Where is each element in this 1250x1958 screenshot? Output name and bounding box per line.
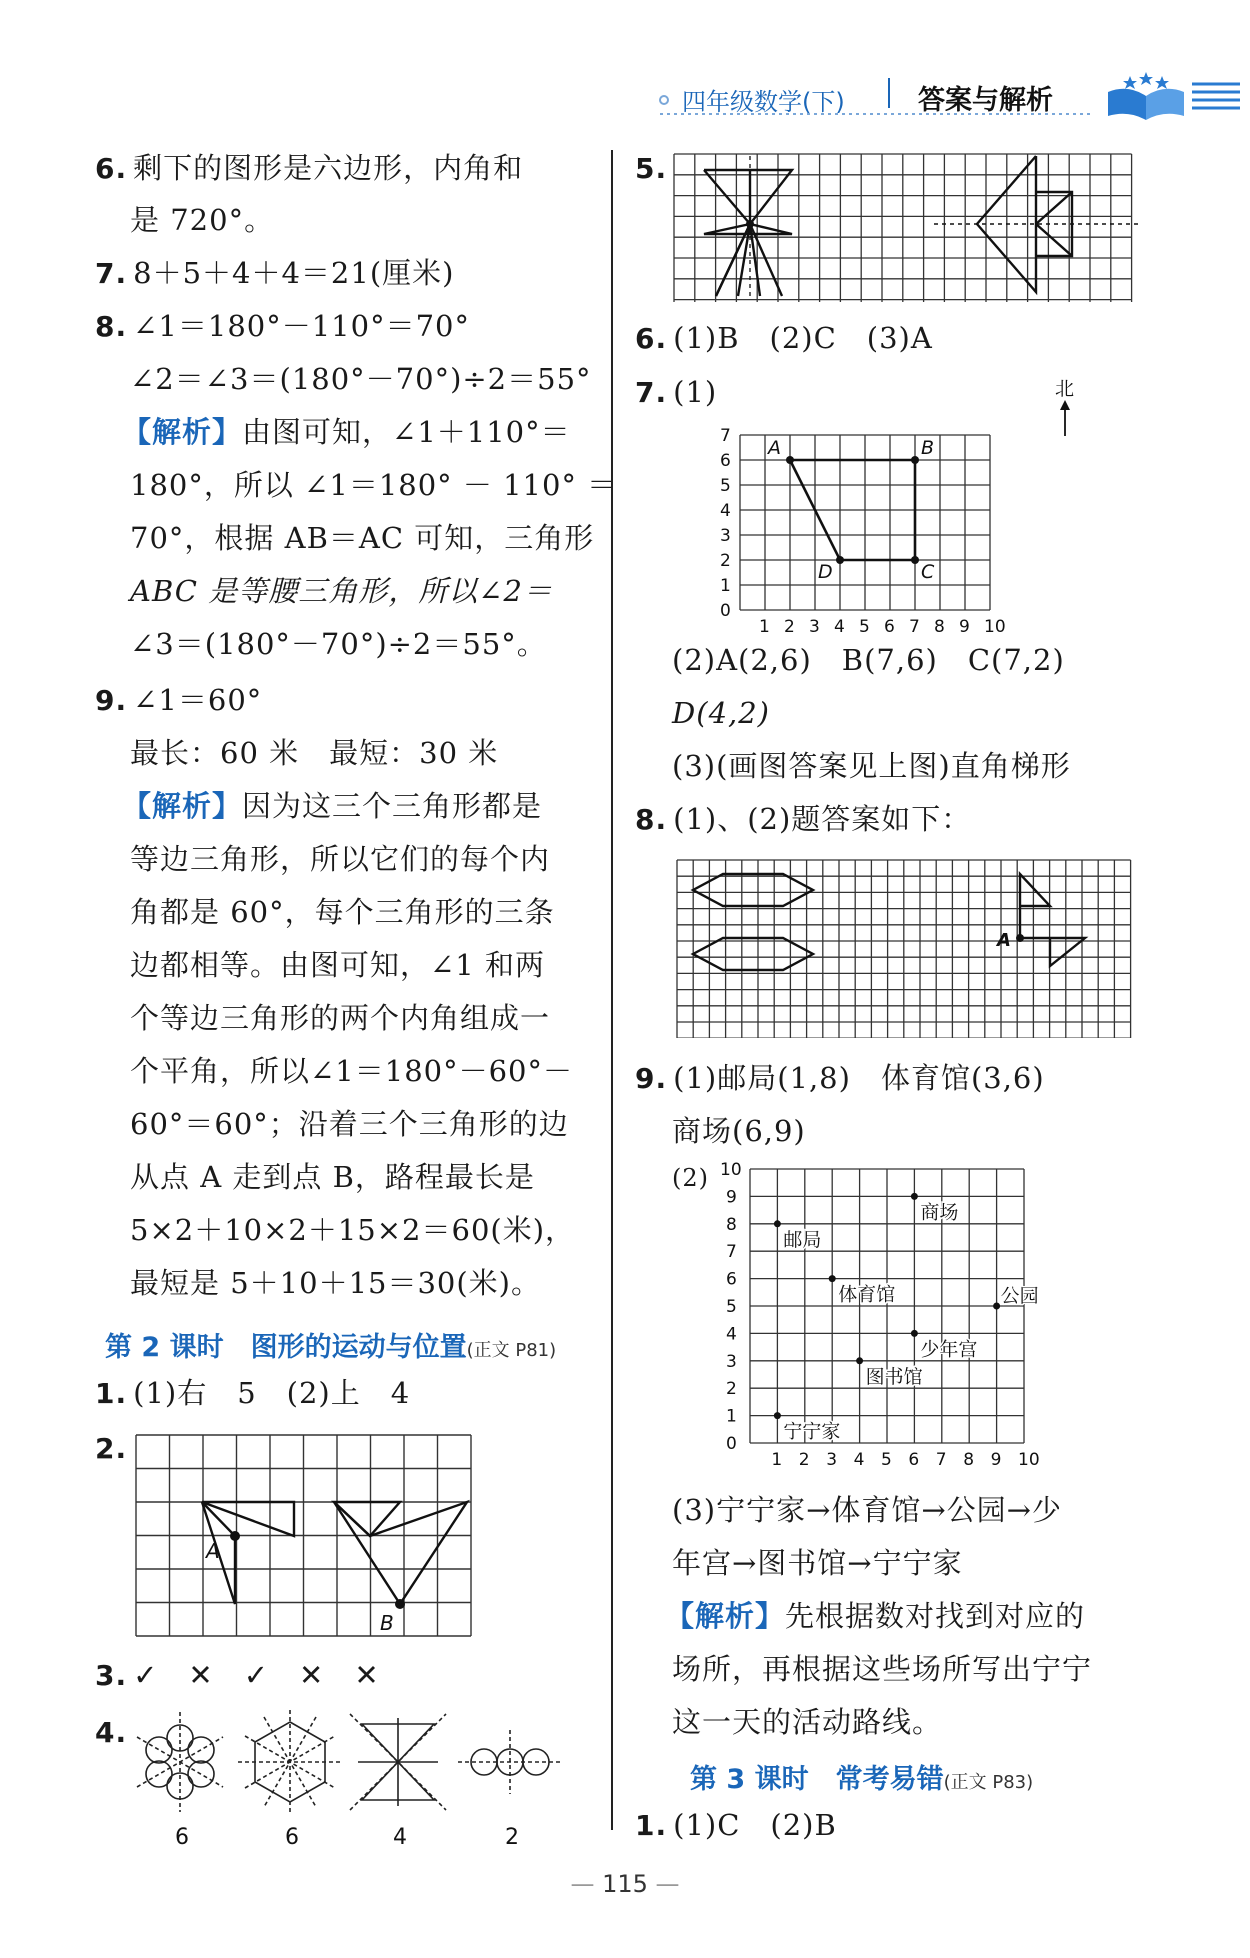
left-q8-line1: 8. ∠1＝180°－110°＝70° xyxy=(95,309,470,343)
header-stripes xyxy=(1192,78,1242,118)
left-q9-analysis-line1: 【解析】因为这三个三角形都是 xyxy=(122,789,543,823)
y-tick-label: 2 xyxy=(726,1379,737,1400)
header xyxy=(650,70,1240,130)
x-tick-label: 10 xyxy=(1018,1450,1040,1470)
l2q2-grid-figure xyxy=(134,1434,472,1640)
right-q9-line1: 9. (1)邮局(1,8) 体育馆(3,6) xyxy=(635,1061,1045,1095)
y-tick-label: 0 xyxy=(726,1434,737,1454)
y-tick-label: 3 xyxy=(726,1351,737,1372)
y-tick-label: 9 xyxy=(726,1187,737,1208)
right-q9-analysis-line3: 这一天的活动路线。 xyxy=(672,1705,943,1739)
x-tick-label: 6 xyxy=(884,617,895,637)
left-q9-analysis-line7: 60°＝60°；沿着三个三角形的边 xyxy=(130,1107,569,1141)
place-point xyxy=(911,1330,918,1337)
place-label: 少年宫 xyxy=(920,1338,978,1361)
l2q2-label-b: B xyxy=(380,1611,394,1635)
point-a xyxy=(786,456,794,464)
left-q7-line1: 7. 8＋5＋4＋4＝21(厘米) xyxy=(95,256,455,290)
point-c xyxy=(911,556,919,564)
header-separator xyxy=(888,78,890,108)
left-q9-line1: 9. ∠1＝60° xyxy=(95,683,263,717)
y-tick-label: 2 xyxy=(720,551,731,571)
circles-shape xyxy=(458,1730,562,1794)
left-q9-analysis-line6: 个平角，所以∠1＝180°－60°－ xyxy=(130,1054,574,1088)
y-tick-label: 1 xyxy=(720,576,731,596)
flower-shape xyxy=(137,1712,223,1812)
y-tick-label: 7 xyxy=(726,1242,737,1263)
q8-hexagon-bottom xyxy=(693,938,813,970)
left-q9-analysis-line4: 边都相等。由图可知，∠1 和两 xyxy=(130,948,545,982)
place-label: 商场 xyxy=(920,1201,959,1224)
right-q7-line1: 7. (1) xyxy=(635,375,718,409)
x-tick-label: 8 xyxy=(963,1450,975,1470)
x-tick-label: 3 xyxy=(826,1450,838,1470)
left-l2q4-label: 4. xyxy=(95,1716,128,1749)
x-tick-label: 1 xyxy=(771,1450,783,1470)
lesson2-heading: 第 2 课时 图形的运动与位置(正文 P81) xyxy=(105,1332,557,1363)
book-logo-icon xyxy=(1100,70,1200,126)
left-q9-analysis-line10: 最短是 5＋10＋15＝30(米)。 xyxy=(130,1266,542,1300)
left-q8-analysis-line1: 【解析】由图可知，∠1＋110°＝ xyxy=(122,415,571,449)
q8-grid-figure xyxy=(675,858,1137,1038)
y-tick-label: 4 xyxy=(720,501,731,521)
right-l3q1-line1: 1. (1)C (2)B xyxy=(635,1808,837,1842)
left-q8-analysis-line4: ABC 是等腰三角形，所以∠2＝ xyxy=(130,574,553,608)
l2q4-symmetry-figure xyxy=(125,1700,575,1850)
north-label: 北 xyxy=(1055,378,1075,400)
y-tick-label: 6 xyxy=(720,451,731,471)
left-q8-analysis-line3: 70°，根据 AB＝AC 可知，三角形 xyxy=(130,521,595,555)
left-q9-analysis-line3: 角都是 60°，每个三角形的三条 xyxy=(130,895,555,929)
place-point xyxy=(911,1193,918,1200)
pinwheel-shape xyxy=(350,1714,446,1810)
q8-hexagon-top xyxy=(693,874,813,906)
column-divider xyxy=(611,150,613,1830)
right-q6-line1: 6. (1)B (2)C (3)A xyxy=(635,321,933,355)
x-tick-label: 10 xyxy=(984,617,1006,637)
x-tick-label: 6 xyxy=(908,1450,920,1470)
x-tick-label: 9 xyxy=(990,1450,1002,1470)
lesson3-heading: 第 3 课时 常考易错(正文 P83) xyxy=(690,1764,1034,1795)
page-number: — 115 — xyxy=(570,1870,680,1898)
hexagon-shape xyxy=(238,1710,342,1814)
q8-triangle-right xyxy=(1020,938,1085,966)
x-tick-label: 2 xyxy=(784,617,795,637)
point-b xyxy=(911,456,919,464)
left-l2q2-label: 2. xyxy=(95,1432,128,1465)
l2q2-shape-right-big xyxy=(334,1502,467,1604)
right-q9-analysis-line1: 【解析】先根据数对找到对应的 xyxy=(665,1599,1086,1633)
l2q2-gridlines xyxy=(136,1435,471,1636)
y-tick-label: 6 xyxy=(726,1269,737,1290)
count-pinwheel: 4 xyxy=(393,1825,407,1850)
point-label: C xyxy=(921,561,935,583)
right-q7-line4: (3)(画图答案见上图)直角梯形 xyxy=(672,749,1071,783)
y-tick-label: 4 xyxy=(726,1324,737,1345)
right-q7-line3: D(4,2) xyxy=(672,696,770,730)
left-q6-line1: 6. 剩下的图形是六边形，内角和 xyxy=(95,151,524,185)
left-q8-line2: ∠2＝∠3＝(180°－70°)÷2＝55° xyxy=(130,362,592,396)
x-tick-label: 4 xyxy=(853,1450,865,1470)
x-tick-label: 3 xyxy=(809,617,820,637)
x-tick-label: 1 xyxy=(759,617,770,637)
count-circles: 2 xyxy=(505,1825,519,1850)
x-tick-label: 5 xyxy=(859,617,870,637)
q9-coordinate-grid xyxy=(720,1160,1050,1475)
x-tick-label: 4 xyxy=(834,617,845,637)
right-q9-analysis-line2: 场所，再根据这些场所写出宁宁 xyxy=(672,1652,1093,1686)
left-q8-analysis-line2: 180°，所以 ∠1＝180° － 110° ＝ xyxy=(130,468,618,502)
place-label: 公园 xyxy=(1000,1285,1039,1307)
place-label: 体育馆 xyxy=(838,1283,896,1306)
l2q2-point-a xyxy=(230,1531,240,1541)
point-d xyxy=(836,556,844,564)
place-point xyxy=(774,1412,781,1419)
place-label: 宁宁家 xyxy=(783,1420,841,1443)
y-tick-label: 5 xyxy=(720,476,731,496)
point-label: B xyxy=(921,437,935,459)
left-q9-line2: 最长：60 米 最短：30 米 xyxy=(130,736,499,770)
y-tick-label: 0 xyxy=(720,601,731,621)
y-tick-label: 1 xyxy=(726,1406,737,1427)
place-label: 图书馆 xyxy=(865,1365,923,1388)
point-label: A xyxy=(768,437,781,459)
place-point xyxy=(829,1275,836,1282)
q8-point-a xyxy=(1016,934,1024,942)
header-book-title: 四年级数学(下) xyxy=(682,88,845,116)
right-q9-line2: 商场(6,9) xyxy=(672,1114,806,1148)
right-q8-line1: 8. (1)、(2)题答案如下： xyxy=(635,802,972,836)
y-tick-label: 7 xyxy=(720,426,731,446)
right-q5-label: 5. xyxy=(635,152,668,185)
y-tick-label: 8 xyxy=(726,1214,737,1235)
right-q9-line3: (2) xyxy=(672,1164,709,1192)
l2q2-point-b xyxy=(395,1599,405,1609)
header-section-title: 答案与解析 xyxy=(918,85,1053,116)
x-tick-label: 9 xyxy=(959,617,970,637)
count-flower: 6 xyxy=(175,1825,189,1850)
x-tick-label: 7 xyxy=(909,617,920,637)
left-l2q1-line1: 1. (1)右 5 (2)上 4 xyxy=(95,1376,411,1410)
left-q9-analysis-line9: 5×2＋10×2＋15×2＝60(米)， xyxy=(130,1213,576,1247)
count-hexagon: 6 xyxy=(285,1825,299,1850)
left-l2q3-line1: 3. ✓ ✕ ✓ ✕ ✕ xyxy=(95,1658,380,1692)
left-q9-analysis-line5: 个等边三角形的两个内角组成一 xyxy=(130,1001,551,1035)
l2q2-shape-left-triangle xyxy=(202,1502,294,1536)
place-point xyxy=(774,1220,781,1227)
q8-triangle-up xyxy=(1020,874,1050,938)
x-tick-label: 5 xyxy=(881,1450,892,1470)
left-q8-analysis-line5: ∠3＝(180°－70°)÷2＝55°。 xyxy=(130,627,547,661)
q7-coordinate-grid xyxy=(700,370,1100,640)
left-q6-line2: 是 720°。 xyxy=(130,203,275,237)
y-tick-label: 5 xyxy=(726,1297,737,1317)
place-point xyxy=(993,1303,1000,1310)
left-q9-analysis-line8: 从点 A 走到点 B，路程最长是 xyxy=(130,1160,535,1194)
l2q2-label-a: A xyxy=(206,1539,220,1563)
right-q9-line5: 年宫→图书馆→宁宁家 xyxy=(672,1546,963,1580)
place-point xyxy=(856,1357,863,1364)
north-arrow-head xyxy=(1060,400,1070,410)
q5-grid-figure xyxy=(672,152,1144,302)
x-tick-label: 2 xyxy=(798,1450,810,1470)
y-tick-label: 3 xyxy=(720,526,731,546)
point-label: D xyxy=(818,561,833,583)
right-q9-line4: (3)宁宁家→体育馆→公园→少 xyxy=(672,1493,1062,1527)
q8-label-a: A xyxy=(997,930,1011,951)
x-tick-label: 8 xyxy=(934,617,945,637)
x-tick-label: 7 xyxy=(935,1450,947,1470)
y-tick-label: 10 xyxy=(720,1160,742,1180)
place-label: 邮局 xyxy=(783,1228,822,1251)
right-q7-line2: (2)A(2,6) B(7,6) C(7,2) xyxy=(672,643,1065,677)
left-q9-analysis-line2: 等边三角形，所以它们的每个内 xyxy=(130,842,551,876)
